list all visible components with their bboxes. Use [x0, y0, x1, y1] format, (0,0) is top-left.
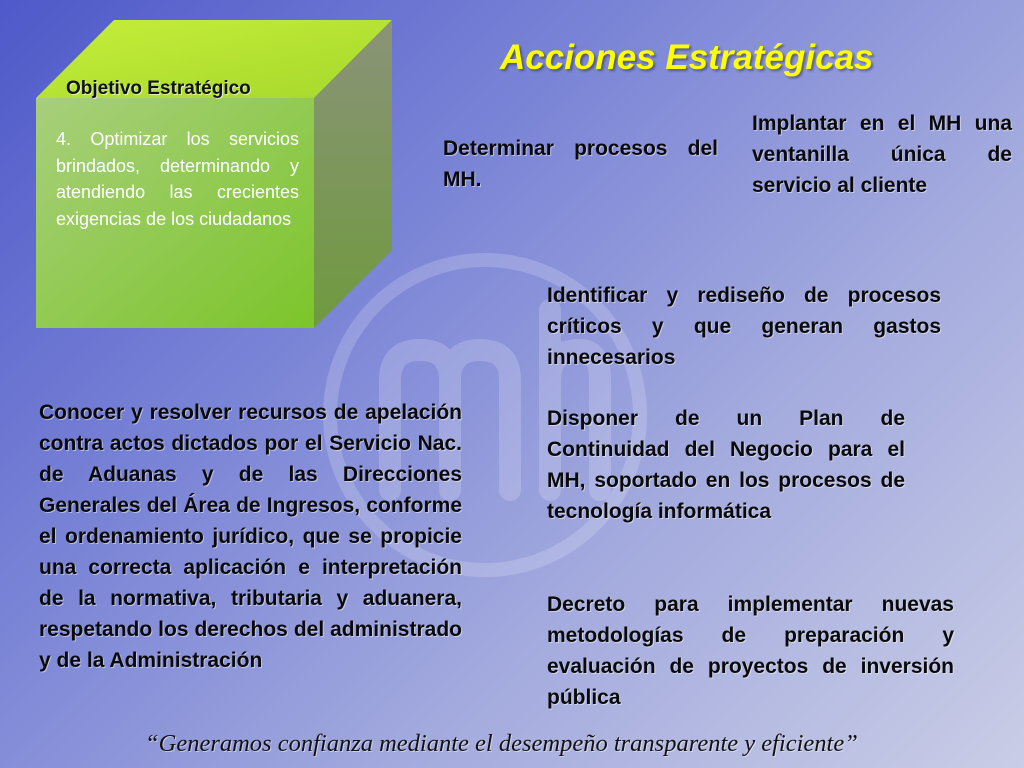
action-identificar: Identificar y rediseño de procesos críticos y que generan gastos innecesarios [547, 284, 941, 369]
objective-label: Objetivo Estratégico [66, 78, 251, 99]
action-determinar: Determinar procesos del MH. [443, 137, 718, 191]
action-implantar: Implantar en el MH una ventanilla única de servicio al cliente [752, 112, 1012, 197]
page-title: Acciones Estratégicas [500, 38, 874, 77]
action-conocer: Conocer y resolver recursos de apelación contra actos dictados por el Servicio Nac. de Aduanas y de las Direcciones Generales del Área de Ingresos, conforme el ordenamiento jurídico, que se propicie una correcta aplicación e interpretación de la normativa, tributaria y aduanera, respetando los derechos del administrado y de la Administración [39, 401, 462, 672]
objective-text: 4. Optimizar los servicios brindados, determinando y atendiendo las crecientes exigencias de los ciudadanos [56, 129, 299, 229]
footer-slogan: “Generamos confianza mediante el desempeño transparente y eficiente” [145, 730, 858, 757]
action-decreto: Decreto para implementar nuevas metodologías de preparación y evaluación de proyectos de inversión pública [547, 593, 954, 709]
action-disponer: Disponer de un Plan de Continuidad del Negocio para el MH, soportado en los procesos de tecnología informática [547, 407, 905, 523]
